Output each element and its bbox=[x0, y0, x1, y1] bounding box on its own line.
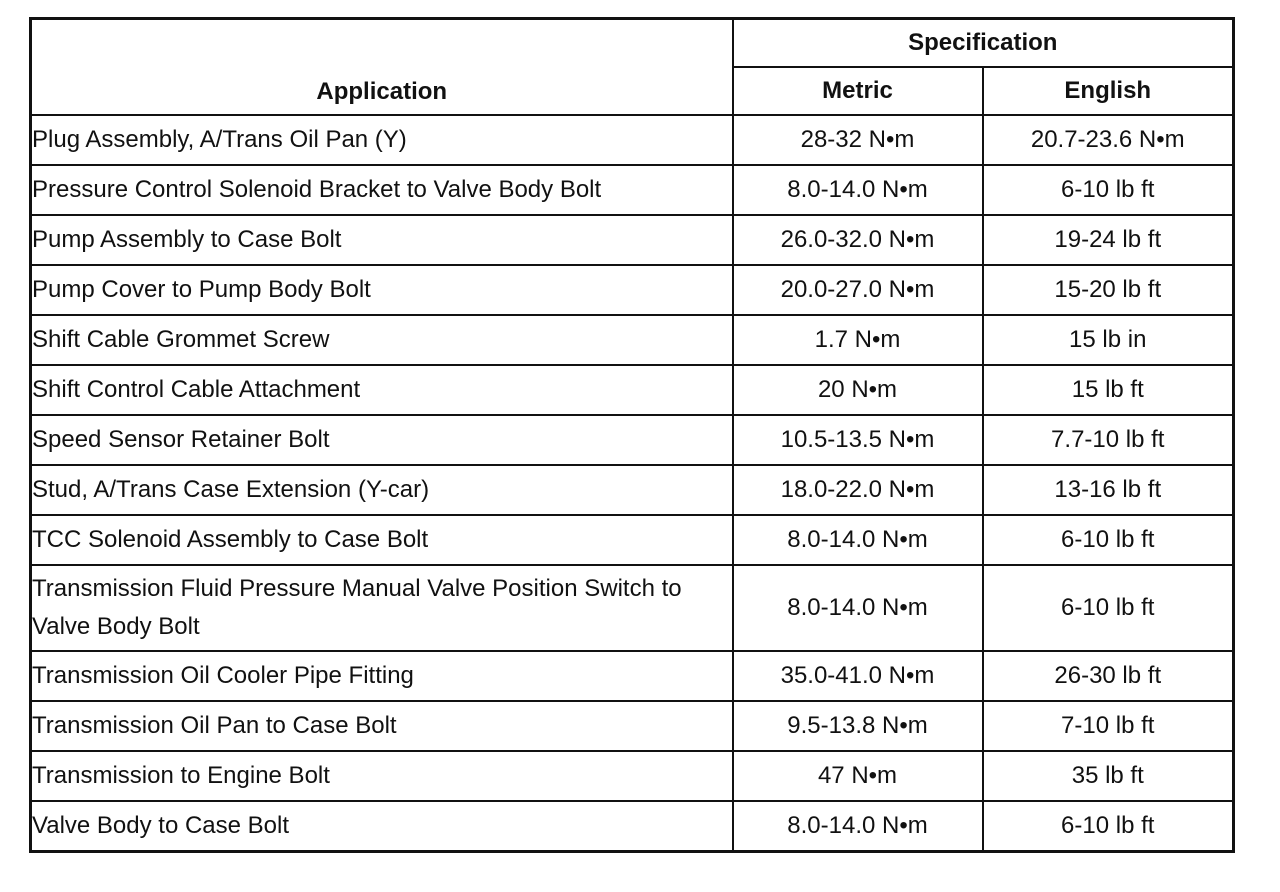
table-row bbox=[31, 165, 1234, 215]
english-cell: 6-10 lb ft bbox=[983, 801, 1234, 851]
metric-cell: 18.0-22.0 N•m bbox=[733, 465, 983, 515]
english-cell: 6-10 lb ft bbox=[983, 515, 1234, 565]
english-cell: 6-10 lb ft bbox=[983, 565, 1234, 651]
metric-cell: 9.5-13.8 N•m bbox=[733, 701, 983, 751]
application-cell: Transmission Oil Cooler Pipe Fitting bbox=[31, 651, 733, 701]
metric-cell: 28-32 N•m bbox=[733, 115, 983, 165]
application-cell: Plug Assembly, A/Trans Oil Pan (Y) bbox=[31, 115, 733, 165]
metric-cell: 8.0-14.0 N•m bbox=[733, 565, 983, 651]
application-cell: Transmission to Engine Bolt bbox=[31, 751, 733, 801]
application-cell: Speed Sensor Retainer Bolt bbox=[31, 415, 733, 465]
application-cell: Pressure Control Solenoid Bracket to Valve Body Bolt bbox=[31, 165, 733, 215]
table-row bbox=[31, 115, 1234, 165]
application-cell: Stud, A/Trans Case Extension (Y-car) bbox=[31, 465, 733, 515]
table-header bbox=[31, 19, 1234, 116]
table-row bbox=[31, 701, 1234, 751]
metric-cell: 35.0-41.0 N•m bbox=[733, 651, 983, 701]
english-cell: 15 lb in bbox=[983, 315, 1234, 365]
english-cell: 7.7-10 lb ft bbox=[983, 415, 1234, 465]
table-row bbox=[31, 415, 1234, 465]
header-metric: Metric bbox=[733, 67, 983, 115]
header-application: Application bbox=[31, 19, 733, 116]
table-row bbox=[31, 315, 1234, 365]
metric-cell: 20 N•m bbox=[733, 365, 983, 415]
table-row bbox=[31, 751, 1234, 801]
header-english: English bbox=[983, 67, 1234, 115]
table-row bbox=[31, 565, 1234, 651]
table-row bbox=[31, 465, 1234, 515]
metric-cell: 47 N•m bbox=[733, 751, 983, 801]
metric-cell: 20.0-27.0 N•m bbox=[733, 265, 983, 315]
application-cell: Transmission Fluid Pressure Manual Valve Position Switch to Valve Body Bolt bbox=[31, 565, 733, 651]
table-row bbox=[31, 515, 1234, 565]
metric-cell: 26.0-32.0 N•m bbox=[733, 215, 983, 265]
metric-cell: 8.0-14.0 N•m bbox=[733, 515, 983, 565]
english-cell: 15-20 lb ft bbox=[983, 265, 1234, 315]
table-body bbox=[31, 115, 1234, 851]
english-cell: 19-24 lb ft bbox=[983, 215, 1234, 265]
header-specification: Specification bbox=[733, 19, 1234, 68]
english-cell: 13-16 lb ft bbox=[983, 465, 1234, 515]
application-cell: Transmission Oil Pan to Case Bolt bbox=[31, 701, 733, 751]
english-cell: 15 lb ft bbox=[983, 365, 1234, 415]
table-row bbox=[31, 265, 1234, 315]
application-cell: Pump Cover to Pump Body Bolt bbox=[31, 265, 733, 315]
table-row bbox=[31, 801, 1234, 851]
english-cell: 26-30 lb ft bbox=[983, 651, 1234, 701]
table-row bbox=[31, 651, 1234, 701]
table-row bbox=[31, 365, 1234, 415]
application-cell: TCC Solenoid Assembly to Case Bolt bbox=[31, 515, 733, 565]
english-cell: 35 lb ft bbox=[983, 751, 1234, 801]
metric-cell: 8.0-14.0 N•m bbox=[733, 165, 983, 215]
english-cell: 20.7-23.6 N•m bbox=[983, 115, 1234, 165]
table-row bbox=[31, 215, 1234, 265]
english-cell: 6-10 lb ft bbox=[983, 165, 1234, 215]
application-cell: Valve Body to Case Bolt bbox=[31, 801, 733, 851]
metric-cell: 10.5-13.5 N•m bbox=[733, 415, 983, 465]
fastener-spec-table bbox=[29, 17, 1235, 853]
metric-cell: 1.7 N•m bbox=[733, 315, 983, 365]
english-cell: 7-10 lb ft bbox=[983, 701, 1234, 751]
metric-cell: 8.0-14.0 N•m bbox=[733, 801, 983, 851]
application-cell: Shift Control Cable Attachment bbox=[31, 365, 733, 415]
application-cell: Shift Cable Grommet Screw bbox=[31, 315, 733, 365]
application-cell: Pump Assembly to Case Bolt bbox=[31, 215, 733, 265]
